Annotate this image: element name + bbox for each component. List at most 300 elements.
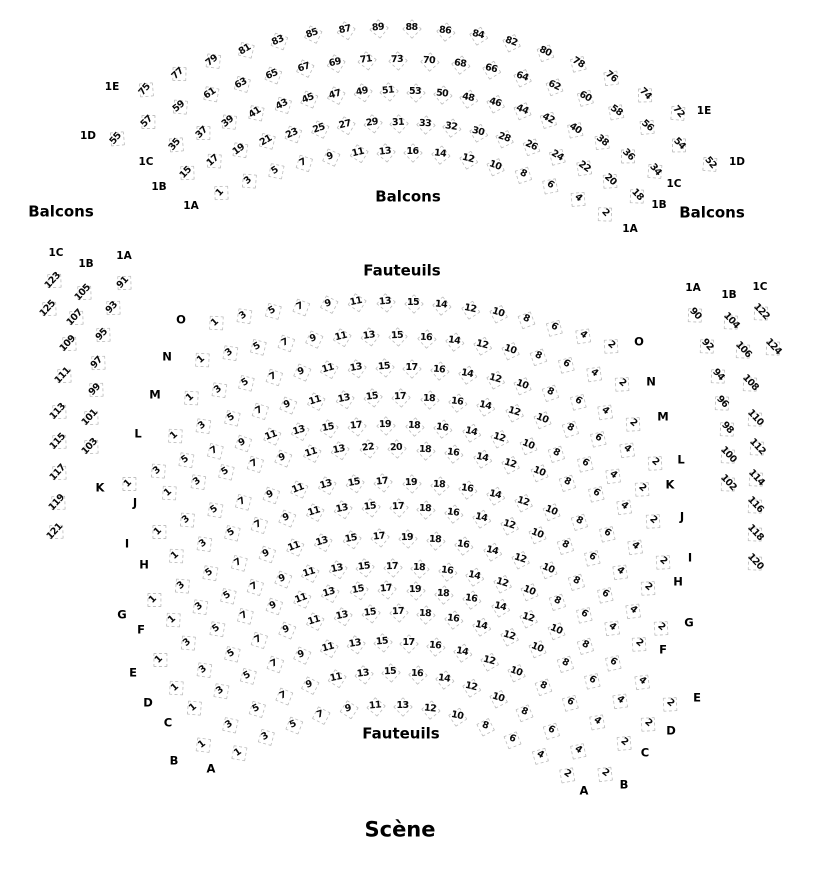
seat-balcon-1A-10[interactable] xyxy=(483,154,506,177)
seat-balcon-droit-1B-112[interactable] xyxy=(744,434,769,459)
seat-balcon-1A-1[interactable] xyxy=(207,180,232,205)
seat-balcon-1A-11[interactable] xyxy=(347,142,369,164)
seat-fauteuil-I-15[interactable] xyxy=(344,472,365,493)
seat-fauteuil-K-3[interactable] xyxy=(144,459,169,484)
seat-fauteuil-L-16[interactable] xyxy=(447,392,467,412)
seat-fauteuil-J-20[interactable] xyxy=(387,439,406,458)
seat-fauteuil-B-8[interactable] xyxy=(513,701,537,725)
seat-fauteuil-N-5[interactable] xyxy=(245,335,270,360)
seat-balcon-1E-75[interactable] xyxy=(132,77,157,102)
seat-fauteuil-B-1[interactable] xyxy=(189,732,214,757)
seat-fauteuil-D-12[interactable] xyxy=(498,625,521,648)
seat-fauteuil-C-9[interactable] xyxy=(289,643,312,666)
seat-fauteuil-A-10[interactable] xyxy=(447,705,468,726)
seat-fauteuil-F-10[interactable] xyxy=(517,579,540,602)
seat-fauteuil-L-10[interactable] xyxy=(530,407,553,430)
seat-fauteuil-C-14[interactable] xyxy=(452,642,473,663)
seat-fauteuil-L-11[interactable] xyxy=(304,390,327,413)
seat-balcon-droit-1B-116[interactable] xyxy=(742,492,767,517)
seat-fauteuil-L-13[interactable] xyxy=(333,388,354,409)
seat-fauteuil-G-3[interactable] xyxy=(169,573,194,598)
seat-fauteuil-O-12[interactable] xyxy=(459,298,480,319)
seat-fauteuil-F-12[interactable] xyxy=(490,571,513,594)
seat-fauteuil-O-14[interactable] xyxy=(431,295,451,315)
seat-balcon-1B-31[interactable] xyxy=(389,113,408,132)
seat-balcon-droit-1B-104[interactable] xyxy=(718,308,743,333)
seat-fauteuil-G-7[interactable] xyxy=(225,550,250,575)
seat-fauteuil-O-6[interactable] xyxy=(542,314,567,339)
seat-fauteuil-J-14[interactable] xyxy=(471,447,492,468)
seat-fauteuil-G-17[interactable] xyxy=(369,527,389,547)
seat-balcon-1A-6[interactable] xyxy=(538,173,563,198)
seat-fauteuil-H-4[interactable] xyxy=(608,559,633,584)
seat-fauteuil-O-2[interactable] xyxy=(598,332,623,357)
seat-balcon-gauche-1B-107[interactable] xyxy=(62,305,87,330)
seat-fauteuil-E-13[interactable] xyxy=(318,582,340,604)
seat-fauteuil-M-9[interactable] xyxy=(289,361,312,384)
seat-fauteuil-E-5[interactable] xyxy=(203,616,228,641)
seat-fauteuil-H-17[interactable] xyxy=(388,498,407,517)
seat-fauteuil-G-5[interactable] xyxy=(197,561,222,586)
seat-fauteuil-K-16[interactable] xyxy=(432,418,452,438)
seat-fauteuil-N-11[interactable] xyxy=(330,326,352,348)
seat-fauteuil-H-12[interactable] xyxy=(498,514,521,537)
seat-fauteuil-N-9[interactable] xyxy=(302,328,325,351)
seat-fauteuil-H-18[interactable] xyxy=(416,500,435,519)
seat-fauteuil-N-12[interactable] xyxy=(471,334,493,356)
seat-fauteuil-L-12[interactable] xyxy=(502,401,525,424)
seat-fauteuil-N-6[interactable] xyxy=(554,352,579,377)
seat-fauteuil-O-3[interactable] xyxy=(231,304,256,329)
seat-fauteuil-L-3[interactable] xyxy=(190,414,215,439)
seat-fauteuil-J-9[interactable] xyxy=(270,446,293,469)
seat-fauteuil-J-18[interactable] xyxy=(415,441,434,460)
seat-fauteuil-A-7[interactable] xyxy=(309,704,332,727)
seat-fauteuil-N-13[interactable] xyxy=(359,326,379,346)
seat-fauteuil-A-2[interactable] xyxy=(554,761,579,786)
seat-fauteuil-I-2[interactable] xyxy=(650,548,675,573)
seat-balcon-1B-28[interactable] xyxy=(493,126,516,149)
seat-fauteuil-D-3[interactable] xyxy=(190,657,215,682)
seat-fauteuil-C-16[interactable] xyxy=(426,637,446,657)
seat-fauteuil-E-15[interactable] xyxy=(347,579,368,600)
seat-balcon-droit-1A-98[interactable] xyxy=(714,415,739,440)
seat-fauteuil-E-1[interactable] xyxy=(146,647,171,672)
seat-fauteuil-E-18[interactable] xyxy=(433,584,452,603)
seat-balcon-1E-87[interactable] xyxy=(334,19,355,40)
seat-fauteuil-D-10[interactable] xyxy=(525,636,548,659)
seat-fauteuil-F-3[interactable] xyxy=(187,594,212,619)
seat-fauteuil-O-13[interactable] xyxy=(375,292,395,312)
seat-fauteuil-E-9[interactable] xyxy=(261,594,285,618)
seat-fauteuil-E-14[interactable] xyxy=(489,597,511,619)
seat-fauteuil-F-6[interactable] xyxy=(572,601,597,626)
seat-fauteuil-J-11[interactable] xyxy=(299,442,322,465)
seat-balcon-1B-32[interactable] xyxy=(441,117,461,137)
seat-fauteuil-F-2[interactable] xyxy=(626,630,651,655)
seat-balcon-1E-89[interactable] xyxy=(368,18,388,38)
seat-fauteuil-C-15[interactable] xyxy=(372,632,392,652)
seat-balcon-droit-1A-96[interactable] xyxy=(709,389,734,414)
seat-fauteuil-M-8[interactable] xyxy=(538,380,562,404)
seat-fauteuil-O-1[interactable] xyxy=(202,310,227,335)
seat-fauteuil-C-17[interactable] xyxy=(400,634,418,652)
seat-fauteuil-K-11[interactable] xyxy=(259,425,282,448)
seat-fauteuil-G-9[interactable] xyxy=(254,542,278,566)
seat-balcon-1E-77[interactable] xyxy=(166,62,191,87)
seat-fauteuil-B-11[interactable] xyxy=(326,667,348,689)
seat-fauteuil-K-2[interactable] xyxy=(629,475,654,500)
seat-balcon-1E-88[interactable] xyxy=(403,19,421,37)
seat-fauteuil-K-14[interactable] xyxy=(460,422,482,444)
seat-balcon-droit-1C-124[interactable] xyxy=(760,334,785,359)
seat-fauteuil-N-7[interactable] xyxy=(273,331,297,355)
seat-fauteuil-G-1[interactable] xyxy=(140,587,165,612)
seat-balcon-gauche-1C-123[interactable] xyxy=(40,268,65,293)
seat-balcon-gauche-1A-101[interactable] xyxy=(77,405,102,430)
seat-balcon-1C-49[interactable] xyxy=(351,82,372,103)
seat-fauteuil-J-8[interactable] xyxy=(555,470,579,494)
seat-balcon-1E-74[interactable] xyxy=(632,81,657,106)
seat-fauteuil-J-5[interactable] xyxy=(213,460,238,485)
seat-fauteuil-B-6[interactable] xyxy=(539,717,563,741)
seat-balcon-1C-43[interactable] xyxy=(269,93,293,117)
seat-fauteuil-G-11[interactable] xyxy=(282,535,305,558)
seat-balcon-gauche-1B-121[interactable] xyxy=(42,519,67,544)
seat-balcon-gauche-1A-97[interactable] xyxy=(84,350,109,375)
seat-balcon-1B-18[interactable] xyxy=(624,182,649,207)
seat-fauteuil-F-8[interactable] xyxy=(544,589,568,613)
seat-fauteuil-D-18[interactable] xyxy=(416,605,435,624)
seat-balcon-1B-19[interactable] xyxy=(226,138,251,163)
seat-fauteuil-N-10[interactable] xyxy=(498,338,521,361)
seat-fauteuil-E-12[interactable] xyxy=(517,606,540,629)
seat-balcon-1D-73[interactable] xyxy=(388,50,407,69)
seat-balcon-1A-5[interactable] xyxy=(263,158,288,183)
seat-balcon-1A-4[interactable] xyxy=(565,185,590,210)
seat-fauteuil-H-10[interactable] xyxy=(525,522,548,545)
seat-balcon-1E-83[interactable] xyxy=(266,29,290,53)
seat-fauteuil-M-1[interactable] xyxy=(177,385,202,410)
seat-fauteuil-G-10[interactable] xyxy=(536,557,560,581)
seat-fauteuil-D-11[interactable] xyxy=(303,610,326,633)
seat-fauteuil-M-4[interactable] xyxy=(593,399,618,424)
seat-fauteuil-M-12[interactable] xyxy=(483,368,505,390)
seat-fauteuil-E-8[interactable] xyxy=(573,633,597,657)
seat-balcon-1C-48[interactable] xyxy=(458,87,479,108)
seat-balcon-1E-86[interactable] xyxy=(435,21,455,41)
seat-fauteuil-C-6[interactable] xyxy=(558,690,583,715)
seat-fauteuil-I-16[interactable] xyxy=(456,479,476,499)
seat-fauteuil-C-8[interactable] xyxy=(531,674,555,698)
seat-fauteuil-O-10[interactable] xyxy=(487,302,510,325)
seat-balcon-1D-55[interactable] xyxy=(103,126,128,151)
seat-fauteuil-L-5[interactable] xyxy=(218,405,243,430)
seat-fauteuil-K-8[interactable] xyxy=(544,441,568,465)
seat-fauteuil-C-4[interactable] xyxy=(585,708,610,733)
seat-balcon-1D-59[interactable] xyxy=(166,95,191,120)
seat-fauteuil-K-9[interactable] xyxy=(230,431,254,455)
seat-balcon-gauche-1C-125[interactable] xyxy=(35,296,60,321)
seat-fauteuil-K-7[interactable] xyxy=(201,438,226,463)
seat-fauteuil-A-8[interactable] xyxy=(473,714,496,737)
seat-balcon-1C-38[interactable] xyxy=(589,129,614,154)
seat-balcon-1D-60[interactable] xyxy=(573,85,597,109)
seat-balcon-1C-50[interactable] xyxy=(432,84,452,104)
seat-fauteuil-M-13[interactable] xyxy=(346,357,367,378)
seat-balcon-1B-21[interactable] xyxy=(253,129,278,154)
seat-fauteuil-I-7[interactable] xyxy=(230,489,255,514)
seat-fauteuil-L-18[interactable] xyxy=(419,390,438,409)
seat-fauteuil-J-2[interactable] xyxy=(640,507,665,532)
seat-balcon-1D-54[interactable] xyxy=(666,131,691,156)
seat-fauteuil-I-19[interactable] xyxy=(401,474,419,492)
seat-fauteuil-L-14[interactable] xyxy=(475,396,496,417)
seat-fauteuil-N-3[interactable] xyxy=(216,340,241,365)
seat-fauteuil-J-12[interactable] xyxy=(499,453,522,476)
seat-fauteuil-H-16[interactable] xyxy=(443,503,463,523)
seat-fauteuil-H-9[interactable] xyxy=(275,506,298,529)
seat-fauteuil-M-16[interactable] xyxy=(429,360,449,380)
seat-fauteuil-F-11[interactable] xyxy=(298,562,321,585)
seat-fauteuil-G-18[interactable] xyxy=(426,531,445,550)
seat-fauteuil-M-15[interactable] xyxy=(374,357,394,377)
seat-fauteuil-H-15[interactable] xyxy=(360,497,380,517)
seat-fauteuil-L-9[interactable] xyxy=(275,394,298,417)
seat-fauteuil-B-4[interactable] xyxy=(566,737,591,762)
seat-fauteuil-G-13[interactable] xyxy=(311,531,333,553)
seat-fauteuil-B-12[interactable] xyxy=(460,676,482,698)
seat-fauteuil-F-17[interactable] xyxy=(382,557,401,576)
seat-fauteuil-D-2[interactable] xyxy=(635,710,660,735)
seat-fauteuil-N-16[interactable] xyxy=(416,328,435,347)
seat-fauteuil-M-6[interactable] xyxy=(565,389,590,414)
seat-fauteuil-I-8[interactable] xyxy=(567,509,591,533)
seat-balcon-1D-63[interactable] xyxy=(229,71,253,95)
seat-balcon-1A-2[interactable] xyxy=(592,200,617,225)
seat-balcon-1E-80[interactable] xyxy=(533,40,557,64)
seat-balcon-1C-42[interactable] xyxy=(536,107,560,131)
seat-balcon-1B-30[interactable] xyxy=(467,121,489,143)
seat-fauteuil-E-16[interactable] xyxy=(461,589,481,609)
seat-fauteuil-E-2[interactable] xyxy=(657,690,682,715)
seat-fauteuil-L-1[interactable] xyxy=(161,423,186,448)
seat-fauteuil-I-3[interactable] xyxy=(173,508,198,533)
seat-fauteuil-H-6[interactable] xyxy=(580,545,605,570)
seat-balcon-1D-67[interactable] xyxy=(292,57,315,80)
seat-balcon-1C-46[interactable] xyxy=(484,92,506,114)
seat-fauteuil-C-3[interactable] xyxy=(207,678,232,703)
seat-fauteuil-M-2[interactable] xyxy=(620,410,645,435)
seat-fauteuil-I-1[interactable] xyxy=(145,519,170,544)
seat-balcon-gauche-1A-99[interactable] xyxy=(82,377,107,402)
seat-balcon-droit-1B-106[interactable] xyxy=(730,337,755,362)
seat-balcon-1B-26[interactable] xyxy=(519,134,543,158)
seat-balcon-1E-81[interactable] xyxy=(233,37,258,62)
seat-fauteuil-O-5[interactable] xyxy=(259,299,284,324)
seat-balcon-1D-70[interactable] xyxy=(419,51,438,70)
seat-balcon-1A-3[interactable] xyxy=(235,168,260,193)
seat-balcon-1A-7[interactable] xyxy=(290,151,314,175)
seat-balcon-1A-12[interactable] xyxy=(457,148,479,170)
seat-fauteuil-I-17[interactable] xyxy=(372,472,392,492)
seat-balcon-gauche-1B-119[interactable] xyxy=(44,490,69,515)
seat-fauteuil-M-11[interactable] xyxy=(317,358,339,380)
seat-fauteuil-K-5[interactable] xyxy=(173,448,198,473)
seat-balcon-gauche-1B-117[interactable] xyxy=(45,460,70,485)
seat-fauteuil-O-9[interactable] xyxy=(317,293,340,316)
seat-balcon-1A-8[interactable] xyxy=(510,162,534,186)
seat-fauteuil-J-1[interactable] xyxy=(155,480,180,505)
seat-fauteuil-K-17[interactable] xyxy=(346,416,366,436)
seat-balcon-1E-82[interactable] xyxy=(500,31,523,54)
seat-fauteuil-D-16[interactable] xyxy=(443,609,463,629)
seat-fauteuil-D-7[interactable] xyxy=(246,628,270,652)
seat-balcon-1C-45[interactable] xyxy=(297,88,320,111)
seat-fauteuil-O-11[interactable] xyxy=(346,292,367,313)
seat-balcon-1C-51[interactable] xyxy=(378,82,398,102)
seat-fauteuil-B-16[interactable] xyxy=(408,665,427,684)
seat-fauteuil-L-7[interactable] xyxy=(247,399,271,423)
seat-fauteuil-M-10[interactable] xyxy=(511,373,534,396)
seat-fauteuil-B-10[interactable] xyxy=(486,687,509,710)
seat-fauteuil-C-13[interactable] xyxy=(344,633,365,654)
seat-fauteuil-G-14[interactable] xyxy=(481,540,503,562)
seat-fauteuil-N-4[interactable] xyxy=(581,360,606,385)
seat-fauteuil-G-6[interactable] xyxy=(592,582,617,607)
seat-balcon-gauche-1A-91[interactable] xyxy=(110,270,135,295)
seat-balcon-1D-52[interactable] xyxy=(697,150,722,175)
seat-fauteuil-B-7[interactable] xyxy=(271,684,295,708)
seat-balcon-1D-65[interactable] xyxy=(260,63,284,87)
seat-fauteuil-B-5[interactable] xyxy=(244,697,268,721)
seat-fauteuil-K-4[interactable] xyxy=(601,462,626,487)
seat-fauteuil-M-7[interactable] xyxy=(261,365,285,389)
seat-balcon-1D-64[interactable] xyxy=(511,65,534,88)
seat-balcon-1C-34[interactable] xyxy=(642,157,667,182)
seat-fauteuil-I-4[interactable] xyxy=(622,533,647,558)
seat-balcon-1D-56[interactable] xyxy=(635,114,660,139)
seat-fauteuil-L-17[interactable] xyxy=(391,388,410,407)
seat-fauteuil-A-5[interactable] xyxy=(281,713,305,737)
seat-fauteuil-K-1[interactable] xyxy=(115,471,140,496)
seat-fauteuil-B-9[interactable] xyxy=(298,674,321,697)
seat-fauteuil-J-10[interactable] xyxy=(527,461,550,484)
seat-fauteuil-B-14[interactable] xyxy=(434,669,454,689)
seat-balcon-gauche-1B-115[interactable] xyxy=(45,429,70,454)
seat-fauteuil-A-11[interactable] xyxy=(365,696,385,716)
seat-balcon-droit-1A-100[interactable] xyxy=(715,442,740,467)
seat-fauteuil-B-13[interactable] xyxy=(353,664,373,684)
seat-fauteuil-M-5[interactable] xyxy=(233,370,258,395)
seat-fauteuil-H-3[interactable] xyxy=(190,531,215,556)
seat-balcon-1E-76[interactable] xyxy=(599,65,624,90)
seat-balcon-1B-24[interactable] xyxy=(545,143,570,168)
seat-fauteuil-F-5[interactable] xyxy=(215,584,240,609)
seat-fauteuil-C-7[interactable] xyxy=(262,652,286,676)
seat-balcon-1E-78[interactable] xyxy=(566,51,591,76)
seat-fauteuil-J-16[interactable] xyxy=(443,443,463,463)
seat-fauteuil-D-14[interactable] xyxy=(470,615,491,636)
seat-fauteuil-O-8[interactable] xyxy=(514,308,538,332)
seat-fauteuil-K-13[interactable] xyxy=(288,420,310,442)
seat-balcon-1A-13[interactable] xyxy=(375,142,395,162)
seat-balcon-droit-1A-92[interactable] xyxy=(694,332,719,357)
seat-fauteuil-K-6[interactable] xyxy=(572,451,597,476)
seat-balcon-1D-68[interactable] xyxy=(450,54,470,74)
seat-fauteuil-O-15[interactable] xyxy=(404,294,422,312)
seat-fauteuil-C-11[interactable] xyxy=(317,637,339,659)
seat-fauteuil-B-15[interactable] xyxy=(381,663,400,682)
seat-balcon-gauche-1B-111[interactable] xyxy=(50,363,75,388)
seat-fauteuil-M-3[interactable] xyxy=(205,377,230,402)
seat-fauteuil-E-7[interactable] xyxy=(232,604,257,629)
seat-fauteuil-I-10[interactable] xyxy=(539,499,563,523)
seat-fauteuil-G-19[interactable] xyxy=(398,529,416,547)
seat-fauteuil-H-14[interactable] xyxy=(470,507,491,528)
seat-fauteuil-L-6[interactable] xyxy=(586,425,611,450)
seat-fauteuil-F-15[interactable] xyxy=(354,557,374,577)
seat-fauteuil-C-10[interactable] xyxy=(505,660,528,683)
seat-balcon-1C-35[interactable] xyxy=(162,132,187,157)
seat-balcon-gauche-1A-93[interactable] xyxy=(99,295,124,320)
seat-fauteuil-F-13[interactable] xyxy=(326,558,347,579)
seat-balcon-1D-62[interactable] xyxy=(542,74,566,98)
seat-balcon-1B-29[interactable] xyxy=(361,113,381,133)
seat-fauteuil-E-10[interactable] xyxy=(545,618,569,642)
seat-fauteuil-F-16[interactable] xyxy=(437,561,457,581)
seat-balcon-1E-85[interactable] xyxy=(300,23,323,46)
seat-fauteuil-K-18[interactable] xyxy=(404,416,423,435)
seat-fauteuil-H-13[interactable] xyxy=(331,498,352,519)
seat-balcon-1E-79[interactable] xyxy=(199,48,224,73)
seat-balcon-1B-33[interactable] xyxy=(415,114,434,133)
seat-fauteuil-D-13[interactable] xyxy=(331,605,352,626)
seat-balcon-1A-16[interactable] xyxy=(404,143,422,161)
seat-fauteuil-F-7[interactable] xyxy=(242,574,266,598)
seat-balcon-1B-27[interactable] xyxy=(334,114,356,136)
seat-fauteuil-D-17[interactable] xyxy=(388,603,407,622)
seat-fauteuil-B-2[interactable] xyxy=(592,760,617,785)
seat-fauteuil-E-6[interactable] xyxy=(601,650,626,675)
seat-fauteuil-G-2[interactable] xyxy=(648,614,673,639)
seat-balcon-1D-57[interactable] xyxy=(135,109,160,134)
seat-fauteuil-F-14[interactable] xyxy=(463,565,484,586)
seat-balcon-1B-22[interactable] xyxy=(571,155,596,180)
seat-fauteuil-J-3[interactable] xyxy=(184,469,209,494)
seat-fauteuil-H-8[interactable] xyxy=(552,532,576,556)
seat-fauteuil-M-14[interactable] xyxy=(456,363,477,384)
seat-fauteuil-K-15[interactable] xyxy=(317,417,338,438)
seat-fauteuil-I-6[interactable] xyxy=(594,520,619,545)
seat-balcon-droit-1B-108[interactable] xyxy=(737,370,762,395)
seat-balcon-droit-1A-102[interactable] xyxy=(715,470,740,495)
seat-fauteuil-L-8[interactable] xyxy=(558,416,582,440)
seat-fauteuil-C-5[interactable] xyxy=(235,664,260,689)
seat-fauteuil-J-13[interactable] xyxy=(328,439,349,460)
seat-fauteuil-D-4[interactable] xyxy=(608,688,633,713)
seat-fauteuil-N-8[interactable] xyxy=(526,344,550,368)
seat-fauteuil-D-5[interactable] xyxy=(218,641,243,666)
seat-fauteuil-J-6[interactable] xyxy=(584,481,609,506)
seat-balcon-gauche-1A-103[interactable] xyxy=(77,434,102,459)
seat-fauteuil-F-4[interactable] xyxy=(599,615,624,640)
seat-fauteuil-O-7[interactable] xyxy=(288,295,312,319)
seat-balcon-1E-72[interactable] xyxy=(665,99,690,124)
seat-balcon-gauche-1A-95[interactable] xyxy=(89,322,114,347)
seat-fauteuil-K-19[interactable] xyxy=(376,416,394,434)
seat-balcon-1B-15[interactable] xyxy=(173,160,198,185)
